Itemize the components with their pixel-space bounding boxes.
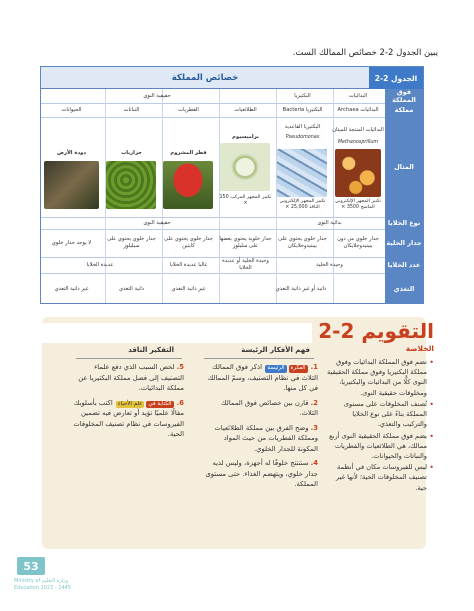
ministry-logo: وزارة التعليم Ministry of Education 2023 - 1445 bbox=[14, 578, 71, 591]
summary-item: • يضم فوق مملكة الحقيقية النوى أربع ممالك، هي الطلائعيات والفطريات والنباتات والحيوانات. bbox=[326, 431, 434, 462]
kingdom-fungi: الفطريات bbox=[178, 106, 199, 113]
biology-badge: علم الأحياء bbox=[117, 400, 143, 407]
row-label-celltype: نوع الخلايا bbox=[387, 219, 421, 227]
section-title: التقويم 2-2 bbox=[318, 319, 434, 343]
example-plant: حزازيات bbox=[121, 149, 142, 156]
main-ideas-questions bbox=[202, 362, 318, 494]
summary-heading: الخلاصة bbox=[405, 344, 434, 353]
table-label: الجدول 2-2 bbox=[369, 67, 423, 89]
main-badge: الرئيسة bbox=[267, 365, 285, 371]
celltype-euk: حقيقية النوى bbox=[143, 219, 171, 226]
summary-item: • تُصنف المخلوقات على مستوى المملكة بناءً على نوع الخلايا والتركيب والتغذي. bbox=[326, 399, 434, 430]
example-bacteria: البكتيريا القاعدية bbox=[284, 123, 321, 130]
row-label-nutrition: التغذي bbox=[393, 285, 415, 293]
summary-item: • ليس للفيروسات مكان في أنظمة تصنيف المخلوقات الحية؛ لأنها غير حية. bbox=[326, 462, 434, 493]
bacteria-photo bbox=[277, 149, 327, 197]
idea-badge: الفكرة bbox=[290, 365, 306, 371]
row-label-kingdom: مملكة bbox=[394, 106, 414, 114]
caption-bacteria: تكبير المجهر الإلكتروني النافذ 25,000 × bbox=[279, 199, 326, 210]
super-eukarya: حقيقية النوى bbox=[143, 92, 171, 99]
wall-protist: جدار خلوية يحتوي بعضها على سليلوز bbox=[219, 236, 272, 249]
example-protist: براميسيوم bbox=[232, 133, 259, 140]
example-archaea: البدائيات المنتجة للميثان bbox=[332, 126, 384, 133]
table-caption: يبين الجدول 2-2 خصائص الممالك الست. bbox=[292, 48, 438, 58]
count-protist: وحيدة الخلية أو عديدة الخلايا bbox=[222, 258, 269, 271]
paramecium-photo bbox=[220, 143, 270, 191]
row-label-cellcount: عدد الخلايا bbox=[387, 261, 421, 269]
critical-heading: التفكير الناقد bbox=[128, 346, 174, 354]
kingdom-bacteria: البكتيريا Bacteria bbox=[282, 106, 323, 113]
kingdom-protists: الطلائعيات bbox=[234, 106, 257, 113]
question-2: 2. قارن بين خصائص فوق الممالك الثلاث. bbox=[221, 398, 318, 418]
row-label-wall: جدار الخلية bbox=[386, 239, 422, 247]
row-label-super: فوق المملكة bbox=[392, 88, 416, 104]
count-prok: وحيدة الخلية bbox=[316, 261, 343, 268]
super-bacteria: البكتيريا bbox=[294, 92, 311, 99]
super-archaea: البدائيات bbox=[348, 92, 368, 99]
nutrition-fungi: غير ذاتية التغذي bbox=[171, 285, 206, 292]
earthworm-photo bbox=[44, 161, 99, 209]
nutrition-animal: غير ذاتية التغذي bbox=[54, 285, 89, 292]
wall-archaea: جدار خلوي من دون بيبتيدوجلايكان bbox=[337, 236, 379, 249]
wall-animal: لا يوجد جدار خلوي bbox=[51, 239, 92, 246]
writing-badge: الكتابة في bbox=[148, 400, 172, 407]
celltype-prok: بدائية النوى bbox=[317, 219, 342, 226]
moss-photo bbox=[106, 161, 156, 209]
count-fungi: غالبا عديدة الخلايا bbox=[169, 261, 208, 268]
question-1: 1. الفكرةالرئيسة اذكر فوق الممالك الثلاث في نظام التصنيف، وسمّ الممالك في كل منها. bbox=[207, 363, 318, 393]
wall-bacteria: جدار خلوي يحتوي على بيبتيدوجلايكان bbox=[278, 236, 327, 249]
kingdom-animals: الحيوانات bbox=[61, 106, 82, 113]
question-5: 5. لخص السبب الذي دفع علماء التصنيف إلى فصل مملكة البكتيريا عن مملكة البدائيات. bbox=[78, 363, 184, 393]
table-header bbox=[41, 67, 423, 89]
wall-plant: جدار خلوي يحتوي على سيليلوز bbox=[107, 236, 156, 249]
example-fungi: فطر المشروم bbox=[170, 149, 207, 156]
row-label-example: المثال bbox=[394, 163, 414, 171]
page-number: 53 bbox=[17, 557, 45, 575]
mushroom-photo bbox=[163, 161, 213, 209]
summary-list bbox=[326, 357, 434, 494]
count-multi: عديدة الخلايا bbox=[86, 261, 114, 268]
nutrition-plant: ذاتية التغذي bbox=[118, 285, 145, 292]
critical-questions bbox=[72, 362, 184, 444]
latin-bacteria: Pseudomonas bbox=[285, 135, 320, 140]
kingdom-table bbox=[40, 66, 424, 304]
panel-tab bbox=[42, 323, 312, 343]
caption-archaea: تكبير المجهر الإلكتروني الماسح 3500 × bbox=[334, 199, 382, 210]
question-6: 6. الكتابة فيعلم الأحياء اكتب بأسلوبك مقالًا علميًا تؤيد أو تعارض فيه تضمين الفيروسات في نظام تصنيف المخلوقات الحية. bbox=[73, 398, 184, 439]
table-title: خصائص المملكة bbox=[171, 73, 239, 83]
main-ideas-heading: فهم الأفكار الرئيسة bbox=[241, 346, 310, 354]
question-4: 4. سنتنتج خلوقًا له أجهزة، وليس لديه جدار خلوي، ويتهضم الغذاء. حتى مستوى المملكة. bbox=[205, 459, 318, 489]
kingdom-plants: النباتات bbox=[123, 106, 140, 113]
wall-fungi: جدار خلوي يحتوي على كايتين bbox=[164, 236, 213, 249]
kingdom-archaea: البدائيات Archaea bbox=[337, 106, 379, 113]
row-label-column bbox=[385, 89, 423, 303]
methanogen-photo bbox=[335, 149, 381, 197]
example-animal: دودة الأرض bbox=[56, 149, 87, 156]
summary-item: • تضم فوق المملكة البدائيات وفوق مملكة البكتيريا وفوق مملكة الحقيقية النوى كلًّا من البدائيات والبكتيريا، ومخلوقات حقيقية النوى. bbox=[326, 357, 434, 398]
latin-archaea: Methanosprillum bbox=[337, 140, 379, 145]
caption-protist: تكبير المجهر المركب 150 × bbox=[219, 195, 272, 206]
question-3: 3. وضح الفرق بين مملكة الطلائعيات ومملكة الفطريات من حيث المواد المكونة للجدار الخلوي. bbox=[214, 423, 318, 453]
nutrition-mixed: ذاتية أو غير ذاتية التغذي bbox=[275, 285, 327, 292]
